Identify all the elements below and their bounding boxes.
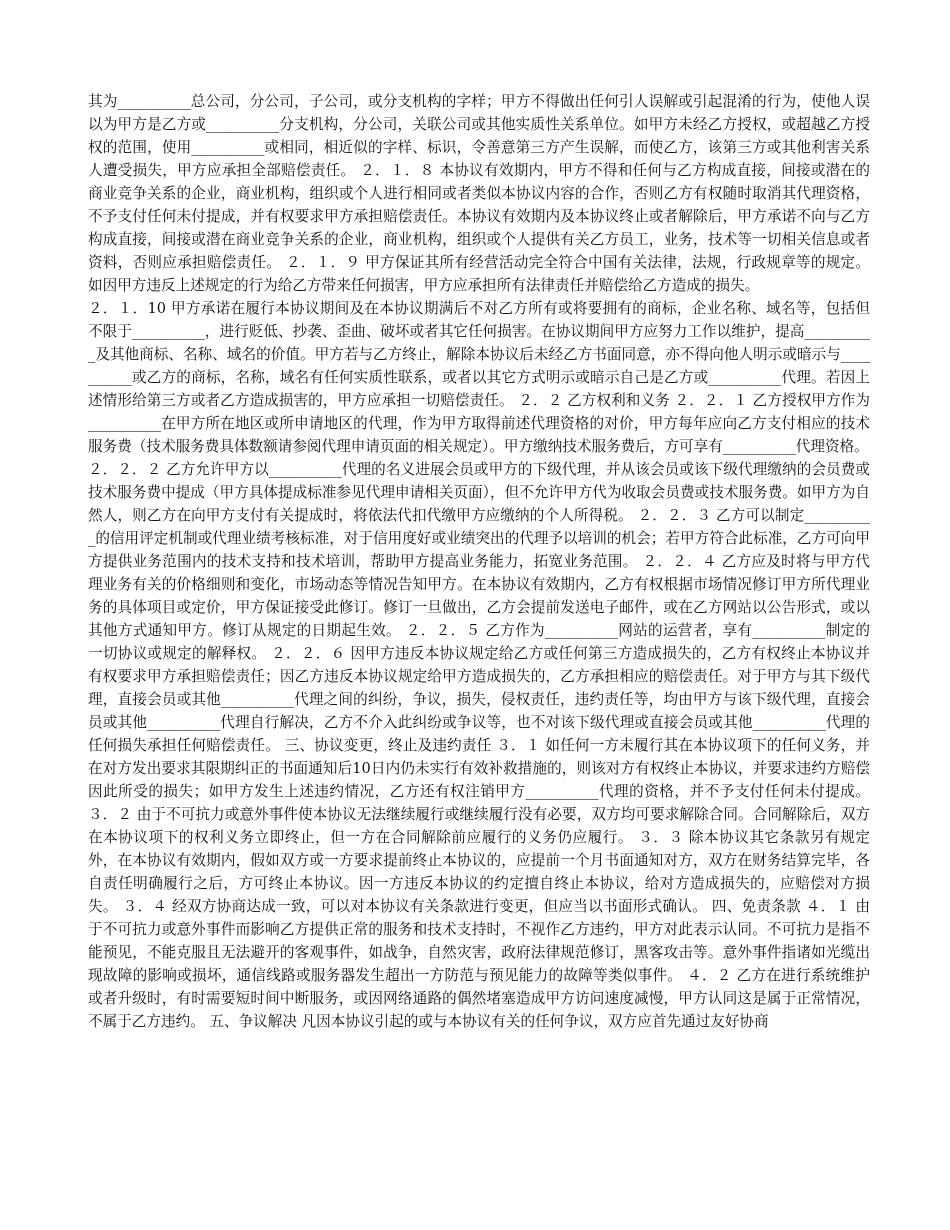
paragraph-clause-2-1-10: ２．１．10 甲方承诺在履行本协议期间及在本协议期满后不对乙方所有或将要拥有的商标，企业名称、域名等，包括但不限于__________，进行贬低、抄袭、歪曲、破坏或者其它任何损害。在协议期间甲方应努力工作以维护，提高__________及其他商标、名称、域名的价值。甲方若与乙方终止，解除本协议后未经乙方书面同意，亦不得向他人明示或暗示与__________或乙方的商标，名称，域名有任何实质性联系，或者以其它方式明示或暗示自己是乙方或__________代理。若因上述情形给第三方或者乙方造成损害的，甲方应承担一切赔偿责任。 ２．２ 乙方权利和义务 ２．２．１ 乙方授权甲方作为__________在甲方所在地区或所申请地区的代理，作为甲方取得前述代理资格的对价，甲方每年应向乙方支付相应的技术服务费（技术服务费具体数额请参阅代理申请页面的相关规定）。甲方缴纳技术服务费后，方可享有__________代理资格。 <box>88 300 870 455</box>
paragraph-clause-2-1-8: 其为__________总公司，分公司，子公司，或分支机构的字样；甲方不得做出任何引人误解或引起混淆的行为，使他人误以为甲方是乙方或__________分支机构，分公司，关联公司或其他实质性关系单位。如甲方未经乙方授权，或超越乙方授权的范围，使用__________或相同，相近似的字样、标识，令善意第三方产生误解，而使乙方，该第三方或其他利害关系人遭受损失，甲方应承担全部赔偿责任。 ２．１．８ 本协议有效期内，甲方不得和任何与乙方构成直接，间接或潜在的商业竞争关系的企业，商业机构，组织或个人进行相同或者类似本协议内容的合作，否则乙方有权随时取消其代理资格，不予支付任何未付提成，并有权要求甲方承担赔偿责任。本协议有效期内及本协议终止或者解除后，甲方承诺不向与乙方构成直接，间接或潜在商业竞争关系的企业，商业机构，组织或个人提供有关乙方员工，业务，技术等一切相关信息或者资料，否则应承担赔偿责任。 ２．１．９ 甲方保证其所有经营活动完全符合中国有关法律，法规，行政规章等的规定。如因甲方违反上述规定的行为给乙方带来任何损害，甲方应承担所有法律责任并赔偿给乙方造成的损失。 <box>88 93 870 294</box>
document-body <box>88 90 870 1033</box>
paragraph-clause-2-2-2: ２．２．２ 乙方允许甲方以__________代理的名义进展会员或甲方的下级代理，并从该会员或该下级代理缴纳的会员费或技术服务费中提成（甲方具体提成标准参见代理申请相关页面），但不允许甲方代为收取会员费或技术服务费。如甲方为自然人，则乙方在向甲方支付有关提成时，将依法代扣代缴甲方应缴纳的个人所得税。 ２．２．３ 乙方可以制定__________的信用评定机制或代理业绩考核标准，对于信用度好或业绩突出的代理予以培训的机会；若甲方符合此标准，乙方可向甲方提供业务范围内的技术支持和技术培训，帮助甲方提高业务能力，拓宽业务范围。 ２．２．４ 乙方应及时将与甲方代理业务有关的价格细则和变化，市场动态等情况告知甲方。在本协议有效期内，乙方有权根据市场情况修订甲方所代理业务的具体项目或定价，甲方保证接受此修订。修订一旦做出，乙方会提前发送电子邮件，或在乙方网站以公告形式，或以其他方式通知甲方。修订从规定的日期起生效。 ２．２．５ 乙方作为__________网站的运营者，享有__________制定的一切协议或规定的解释权。 ２．２．６ 因甲方违反本协议规定给乙方或任何第三方造成损失的，乙方有权终止本协议并有权要求甲方承担赔偿责任；因乙方违反本协议规定给甲方造成损失的，乙方承担相应的赔偿责任。对于甲方与其下级代理，直接会员或其他__________代理之间的纠纷，争议，损失，侵权责任，违约责任等，均由甲方与该下级代理，直接会员或其他__________代理自行解决，乙方不介入此纠纷或争议等，也不对该下级代理或直接会员或其他__________代理的任何损失承担任何赔偿责任。 三、协议变更，终止及违约责任 ３．１ 如任何一方未履行其在本协议项下的任何义务，并在对方发出要求其限期纠正的书面通知后10日内仍未实行有效补救措施的，则该对方有权终止本协议，并要求违约方赔偿因此所受的损失；如甲方发生上述违约情况，乙方还有权注销甲方__________代理的资格，并不予支付任何未付提成。 ３．２ 由于不可抗力或意外事件使本协议无法继续履行或继续履行没有必要，双方均可要求解除合同。合同解除后，双方在本协议项下的权利义务立即终止，但一方在合同解除前应履行的义务仍应履行。 ３．３ 除本协议其它条款另有规定外，在本协议有效期内，假如双方或一方要求提前终止本协议的，应提前一个月书面通知对方，双方在财务结算完毕，各自责任明确履行之后，方可终止本协议。因一方违反本协议的约定擅自终止本协议，给对方造成损失的，应赔偿对方损失。 ３．４ 经双方协商达成一致，可以对本协议有关条款进行变更，但应当以书面形式确认。 四、免责条款 ４．１ 由于不可抗力或意外事件而影响乙方提供正常的服务和技术支持时，不视作乙方违约，甲方对此表示认同。不可抗力是指不能预见，不能克服且无法避开的客观事件，如战争，自然灾害，政府法律规范修订，黑客攻击等。意外事件指诸如光缆出现故障的影响或损坏，通信线路或服务器发生超出一方防范与预见能力的故障等类似事件。 ４．２ 乙方在进行系统维护或者升级时，有时需要短时间中断服务，或因网络通路的偶然堵塞造成甲方访问速度减慢，甲方认同这是属于正常情况，不属于乙方违约。 五、争议解决 凡因本协议引起的或与本协议有关的任何争议，双方应首先通过友好协商 <box>88 461 870 1030</box>
